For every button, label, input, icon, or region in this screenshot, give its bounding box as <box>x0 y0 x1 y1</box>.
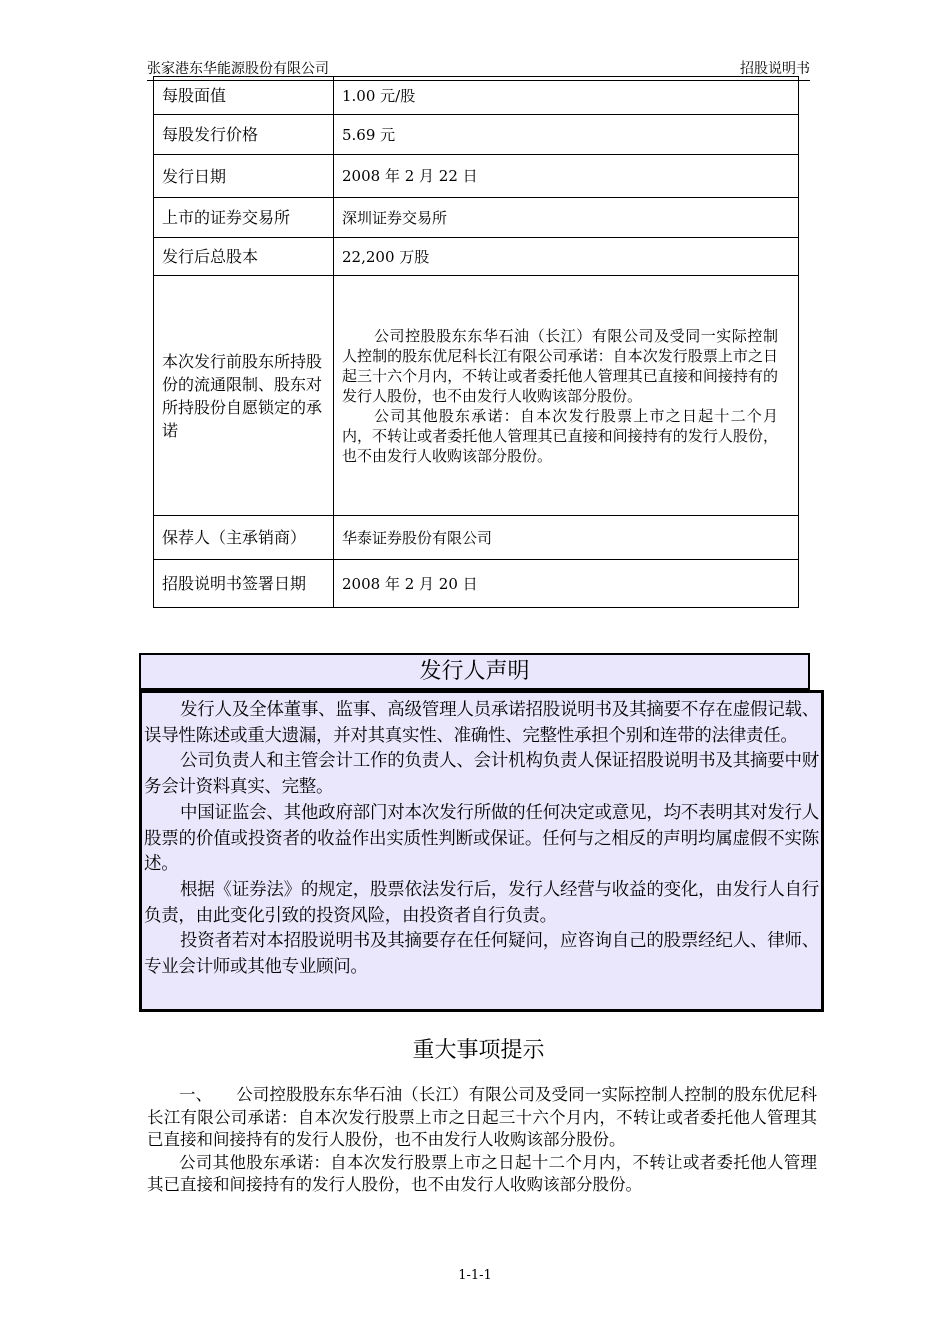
table-row <box>154 155 799 198</box>
item-number: 一、 <box>179 1085 213 1104</box>
table-row <box>154 276 799 516</box>
row-value: 22,200 万股 <box>334 238 799 276</box>
row-label: 本次发行前股东所持股份的流通限制、股东对所持股份自愿锁定的承诺 <box>154 276 334 516</box>
table-row <box>154 560 799 608</box>
important-note-item: 公司其他股东承诺：自本次发行股票上市之日起十二个月内，不转让或者委托他人管理其已直接和间接持有的发行人股份，也不由发行人收购该部分股份。 <box>147 1152 817 1194</box>
row-label: 每股面值 <box>154 77 334 115</box>
declaration-paragraph: 公司负责人和主管会计工作的负责人、会计机构负责人保证招股说明书及其摘要中财务会计资料真实、完整。 <box>144 751 819 798</box>
declaration-title: 发行人声明 <box>139 653 810 690</box>
declaration-paragraph: 投资者若对本招股说明书及其摘要存在任何疑问，应咨询自己的股票经纪人、律师、专业会计师或其他专业顾问。 <box>144 931 819 978</box>
table-row <box>154 198 799 238</box>
row-value: 2008 年 2 月 22 日 <box>334 155 799 198</box>
lockup-commitment-others: 公司其他股东承诺：自本次发行股票上市之日起十二个月内，不转让或者委托他人管理其已直接和间接持有的发行人股份，也不由发行人收购该部分股份。 <box>342 406 778 465</box>
important-notes-body <box>147 1084 817 1197</box>
table-row <box>154 115 799 155</box>
lockup-commitment-controlling: 公司控股股东东华石油（长江）有限公司及受同一实际控制人控制的股东优尼科长江有限公司承诺：自本次发行股票上市之日起三十六个月内，不转让或者委托他人管理其已直接和间接持有的发行人股份，也不由发行人收购该部分股份。 <box>342 326 778 405</box>
row-label: 保荐人（主承销商） <box>154 516 334 560</box>
table-row <box>154 77 799 115</box>
offering-info-table <box>153 76 799 608</box>
important-notes-title: 重大事项提示 <box>412 1038 545 1063</box>
declaration-paragraph: 中国证监会、其他政府部门对本次发行所做的任何决定或意见，均不表明其对发行人股票的价值或投资者的收益作出实质性判断或保证。任何与之相反的声明均属虚假不实陈述。 <box>144 802 819 875</box>
header-company: 张家港东华能源股份有限公司 <box>147 61 329 77</box>
row-label: 发行日期 <box>154 155 334 198</box>
row-label: 上市的证券交易所 <box>154 198 334 238</box>
declaration-body <box>139 690 824 1012</box>
page-number: 1-1-1 <box>458 1268 492 1283</box>
declaration-paragraph: 发行人及全体董事、监事、高级管理人员承诺招股说明书及其摘要不存在虚假记载、误导性陈述或重大遗漏，并对其真实性、准确性、完整性承担个别和连带的法律责任。 <box>144 700 819 746</box>
row-label: 发行后总股本 <box>154 238 334 276</box>
row-value: 华泰证券股份有限公司 <box>334 516 799 560</box>
declaration-paragraph: 根据《证券法》的规定，股票依法发行后，发行人经营与收益的变化，由发行人自行负责，由此变化引致的投资风险，由投资者自行负责。 <box>144 879 819 926</box>
row-label: 每股发行价格 <box>154 115 334 155</box>
row-value: 1.00 元/股 <box>334 77 799 115</box>
row-value: 2008 年 2 月 20 日 <box>334 560 799 608</box>
row-value: 5.69 元 <box>334 115 799 155</box>
row-label: 招股说明书签署日期 <box>154 560 334 608</box>
table-row <box>154 238 799 276</box>
item-text: 公司控股股东东华石油（长江）有限公司及受同一实际控制人控制的股东优尼科长江有限公司承诺：自本次发行股票上市之日起三十六个月内，不转让或者委托他人管理其已直接和间接持有的发行人股份，也不由发行人收购该部分股份。 <box>147 1085 818 1149</box>
row-value: 深圳证券交易所 <box>334 198 799 238</box>
row-value <box>334 276 799 516</box>
header-doc-type: 招股说明书 <box>740 61 810 77</box>
table-row <box>154 516 799 560</box>
important-note-item <box>147 1084 817 1152</box>
